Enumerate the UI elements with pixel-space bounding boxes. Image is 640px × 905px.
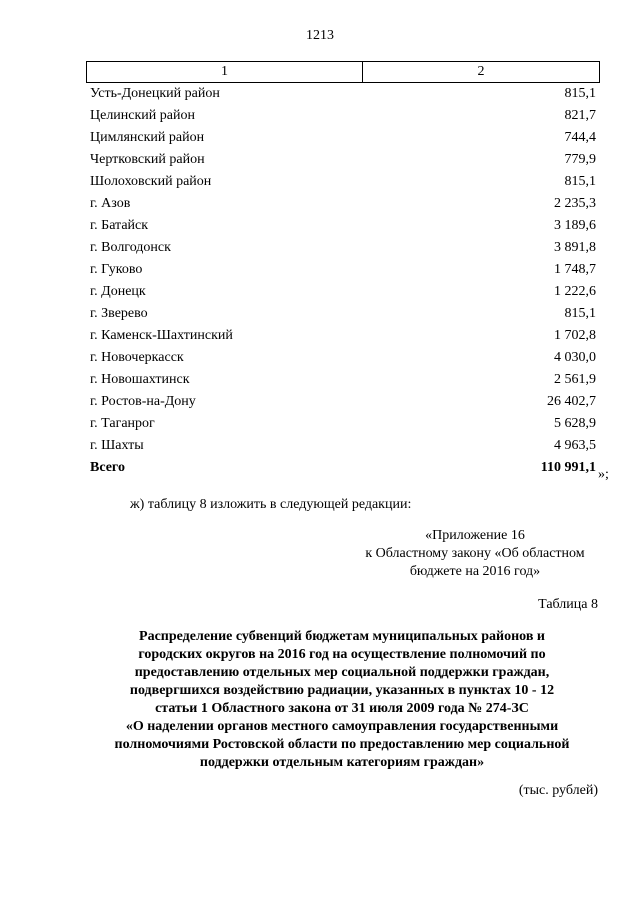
appendix-reference (340, 527, 610, 581)
title-line: Распределение субвенций бюджетам муниципальных районов и (139, 629, 545, 644)
table-row (86, 193, 600, 215)
table-row (86, 369, 600, 391)
row-name: г. Таганрог (90, 416, 155, 431)
table-row (86, 83, 600, 105)
table-row (86, 325, 600, 347)
table-row (86, 281, 600, 303)
total-value: 110 991,1 (540, 460, 596, 475)
row-name: г. Новочеркасск (90, 350, 184, 365)
title-line: поддержки отдельным категориям граждан» (199, 755, 485, 770)
row-value: 2 561,9 (554, 372, 596, 387)
table-label: Таблица 8 (538, 597, 598, 612)
title-line: статьи 1 Областного закона от 31 июля 2009 года № 274-ЗС (155, 701, 529, 716)
title-line: полномочиями Ростовской области по предоставлению мер социальной (114, 737, 570, 752)
header-col-1: 1 (87, 62, 363, 82)
row-value: 1 748,7 (554, 262, 596, 277)
row-name: г. Новошахтинск (90, 372, 190, 387)
row-name: г. Волгодонск (90, 240, 171, 255)
appendix-line: бюджете на 2016 год» (409, 564, 541, 579)
row-value: 3 891,8 (554, 240, 596, 255)
appendix-line: «Приложение 16 (425, 528, 525, 543)
table-row (86, 237, 600, 259)
title-line: «О наделении органов местного самоуправления государственными (125, 719, 559, 734)
row-value: 3 189,6 (554, 218, 596, 233)
table-row (86, 435, 600, 457)
appendix-line: к Областному закону «Об областном (365, 546, 585, 561)
table-row (86, 413, 600, 435)
header-col-2: 2 (477, 64, 485, 79)
total-label: Всего (90, 460, 125, 475)
row-value: 4 963,5 (554, 438, 596, 453)
row-name: Цимлянский район (90, 130, 205, 145)
table-row (86, 303, 600, 325)
row-value: 2 235,3 (554, 196, 596, 211)
table-row (86, 171, 600, 193)
title-line: подвергшихся воздействию радиации, указанных в пунктах 10 - 12 (129, 683, 555, 698)
table-row (86, 127, 600, 149)
table-title (92, 628, 592, 772)
table-row (86, 149, 600, 171)
subvention-table (86, 61, 600, 479)
table-body (86, 83, 600, 457)
row-value: 1 222,6 (554, 284, 596, 299)
row-name: г. Каменск-Шахтинский (90, 328, 233, 343)
row-name: г. Батайск (90, 218, 149, 233)
units-label: (тыс. рублей) (518, 783, 598, 798)
table-row (86, 259, 600, 281)
row-name: Целинский район (90, 108, 195, 123)
row-name: г. Ростов-на-Дону (90, 394, 196, 409)
table-row (86, 105, 600, 127)
title-line: городских округов на 2016 год на осуществление полномочий по (138, 647, 546, 662)
row-value: 1 702,8 (554, 328, 596, 343)
row-name: Усть-Донецкий район (90, 86, 220, 101)
row-name: Чертковский район (90, 152, 205, 167)
row-name: г. Азов (90, 196, 131, 211)
table-row (86, 391, 600, 413)
row-value: 815,1 (564, 86, 596, 101)
row-value: 4 030,0 (554, 350, 596, 365)
row-value: 26 402,7 (547, 394, 596, 409)
row-value: 815,1 (564, 174, 596, 189)
table-row (86, 347, 600, 369)
row-value: 5 628,9 (554, 416, 596, 431)
table-row (86, 215, 600, 237)
table-header (86, 61, 600, 83)
page-number: 1213 (306, 28, 334, 43)
title-line: предоставлению отдельных мер социальной поддержки граждан, (134, 665, 550, 680)
total-row (86, 457, 600, 479)
row-value: 821,7 (564, 108, 596, 123)
row-name: г. Зверево (90, 306, 148, 321)
total-suffix: »; (598, 467, 609, 482)
row-value: 744,4 (564, 130, 596, 145)
row-name: г. Гуково (90, 262, 143, 277)
row-value: 779,9 (564, 152, 596, 167)
row-name: Шолоховский район (90, 174, 212, 189)
row-value: 815,1 (564, 306, 596, 321)
row-name: г. Шахты (90, 438, 144, 453)
instruction-text: ж) таблицу 8 изложить в следующей редакции: (130, 497, 412, 512)
row-name: г. Донецк (90, 284, 146, 299)
